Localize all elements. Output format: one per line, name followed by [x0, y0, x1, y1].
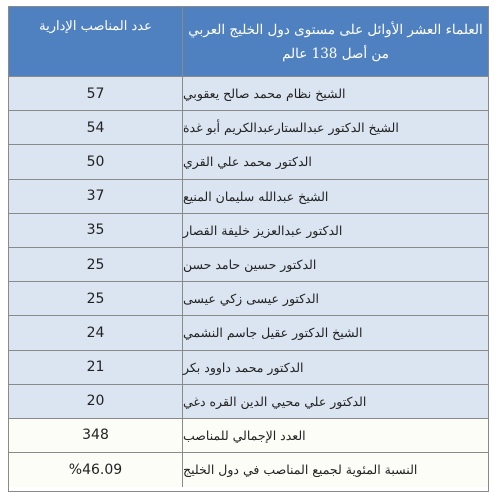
row-name: الدكتور محمد داوود بكر: [183, 359, 304, 375]
table-row: [9, 248, 488, 282]
row-name: الدكتور عبدالعزيز خليفة القصار: [183, 222, 343, 238]
table-row: [9, 385, 488, 419]
row-value: 24: [9, 316, 183, 349]
row-value: 57: [9, 77, 183, 110]
row-value: 54: [9, 111, 183, 144]
row-value: 21: [9, 351, 183, 384]
header-title: [183, 7, 488, 76]
table-row: [9, 145, 488, 179]
table-header: [9, 7, 488, 77]
row-name: الدكتور عيسى زكي عيسى: [183, 291, 319, 307]
row-name: الدكتور علي محيي الدين القره دغي: [183, 393, 367, 409]
percentage-label: النسبة المئوية لجميع المناصب في دول الخليج: [183, 462, 418, 478]
table-row: [9, 351, 488, 385]
header-title-line2: من أصل 138 عالم: [282, 45, 389, 62]
total-label: العدد الإجمالي للمناصب: [183, 427, 306, 443]
table-row: [9, 316, 488, 350]
row-name: الشيخ نظام محمد صالح يعقوبي: [183, 86, 346, 102]
row-value: 50: [9, 145, 183, 178]
table-row: [9, 111, 488, 145]
row-name: الشيخ الدكتور عقيل جاسم النشمي: [183, 325, 363, 341]
table-row: [9, 282, 488, 316]
percentage-value: %46.09: [9, 453, 183, 487]
row-name: الدكتور حسين حامد حسن: [183, 257, 317, 273]
row-value: 35: [9, 214, 183, 247]
header-value-label: عدد المناصب الإدارية: [9, 7, 183, 76]
row-value: 20: [9, 385, 183, 418]
row-name: الشيخ عبدالله سليمان المنيع: [183, 188, 329, 204]
row-value: 25: [9, 282, 183, 315]
percentage-row: [9, 453, 488, 487]
row-value: 25: [9, 248, 183, 281]
table-row: [9, 180, 488, 214]
table-row: [9, 77, 488, 111]
total-value: 348: [9, 419, 183, 452]
row-name: الدكتور محمد علي القري: [183, 154, 312, 170]
row-value: 37: [9, 180, 183, 213]
scholars-table: [8, 6, 489, 492]
total-row: [9, 419, 488, 453]
row-name: الشيخ الدكتور عبدالستارعبدالكريم أبو غدة: [183, 120, 399, 136]
table-row: [9, 214, 488, 248]
header-title-line1: العلماء العشر الأوائل على مستوى دول الخليج العربي: [188, 21, 483, 38]
